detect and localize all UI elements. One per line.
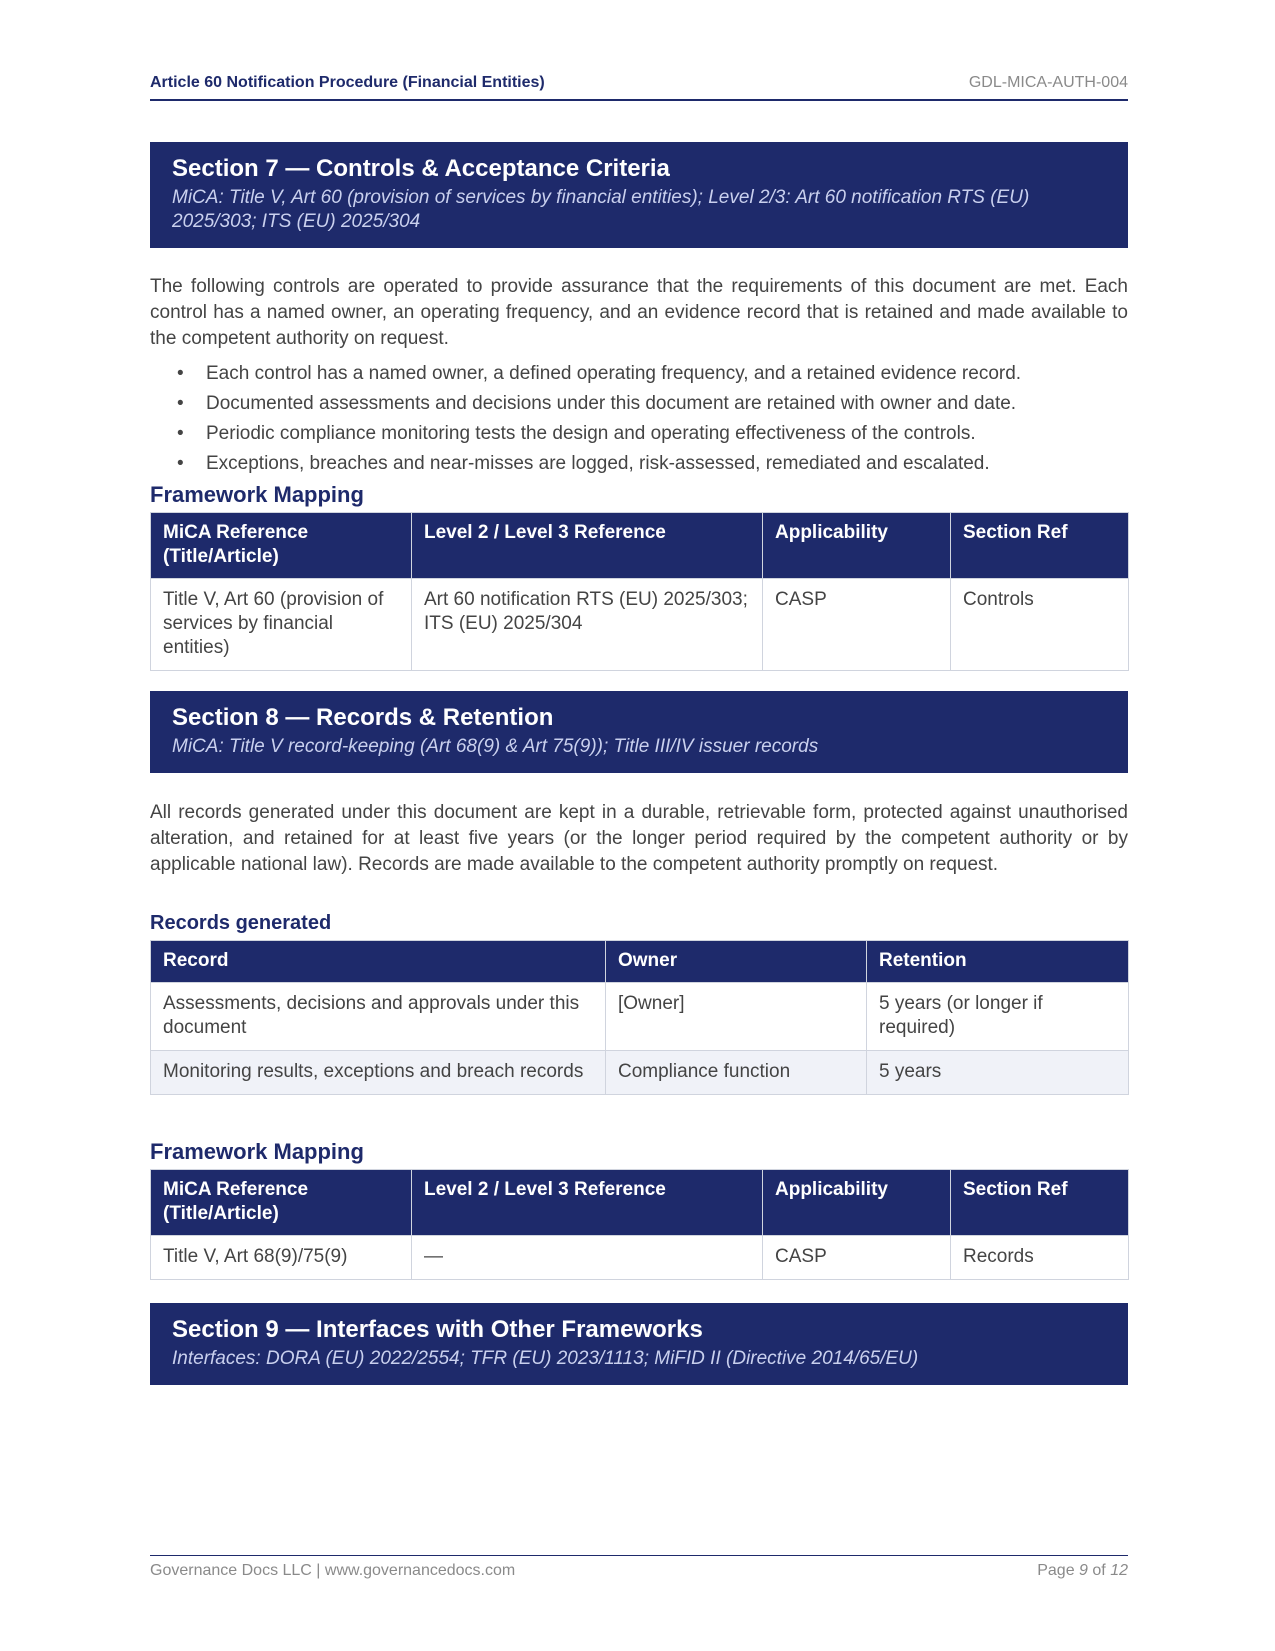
section-7-title: Section 7 — Controls & Acceptance Criteria [172,155,670,182]
section-8-title: Section 8 — Records & Retention [172,704,554,731]
section-7-mapping-heading: Framework Mapping [150,482,364,507]
column-header: MiCA Reference (Title/Article) [151,513,412,579]
table-cell: 5 years (or longer if required) [867,983,1129,1051]
section-8-mapping-heading: Framework Mapping [150,1139,364,1164]
table-cell: CASP [763,1236,951,1280]
column-header: Record [151,941,606,983]
section-8-subtitle: MiCA: Title V record-keeping (Art 68(9) & Art 75(9)); Title III/IV issuer records [172,736,819,757]
records-generated-heading: Records generated [150,912,332,934]
footer-company: Governance Docs LLC | www.governancedocs.com [150,1562,516,1579]
bullet-text: Documented assessments and decisions under this document are retained with owner and date. [206,393,1017,414]
page-current: 9 [1079,1562,1088,1579]
section-7-intro: The following controls are operated to provide assurance that the requirements of this document are met. Each control has a named owner, an operating frequency, and an evidence record that is retained and made available to the competent authority on request. [150,276,1128,349]
running-footer [150,1555,1128,1580]
list-item [150,389,1128,419]
section-8-intro: All records generated under this document are kept in a durable, retrievable form, protected against unauthorised alteration, and retained for at least five years (or the longer period required by the competent authority or by applicable national law). Records are made available to the competent authority promptly on request. [150,802,1128,875]
bullet-icon: • [177,363,184,384]
bullet-text: Exceptions, breaches and near-misses are logged, risk-assessed, remediated and escalated. [206,453,990,474]
column-header: Level 2 / Level 3 Reference [412,513,763,579]
bullet-text: Periodic compliance monitoring tests the design and operating effectiveness of the controls. [206,423,976,444]
column-header: Applicability [763,513,951,579]
section-9-title: Section 9 — Interfaces with Other Frameworks [172,1316,703,1343]
column-header: Section Ref [951,1170,1129,1236]
page-total: 12 [1110,1562,1128,1579]
document-id: GDL-MICA-AUTH-004 [968,74,1128,91]
table-cell: Assessments, decisions and approvals under this document [151,983,606,1051]
page-prefix: Page [1037,1562,1075,1579]
bullet-icon: • [177,453,184,474]
table-cell: Monitoring results, exceptions and breach records [151,1051,606,1095]
page-of: of [1092,1562,1106,1579]
list-item [150,419,1128,449]
section-9-subtitle: Interfaces: DORA (EU) 2022/2554; TFR (EU) 2023/1113; MiFID II (Directive 2014/65/EU) [172,1348,919,1369]
table-cell: Title V, Art 68(9)/75(9) [151,1236,412,1280]
bullet-icon: • [177,393,184,414]
table-cell: Title V, Art 60 (provision of services by financial entities) [151,579,412,671]
document-title: Article 60 Notification Procedure (Financial Entities) [150,74,545,91]
table-cell: Art 60 notification RTS (EU) 2025/303; ITS (EU) 2025/304 [412,579,763,671]
column-header: Retention [867,941,1129,983]
column-header: Level 2 / Level 3 Reference [412,1170,763,1236]
section-9-banner [150,1303,1128,1385]
bullet-text: Each control has a named owner, a defined operating frequency, and a retained evidence record. [206,363,1022,384]
table-cell: — [412,1236,763,1280]
table-header-row [151,1170,1129,1236]
column-header: MiCA Reference (Title/Article) [151,1170,412,1236]
list-item [150,449,1128,479]
table-header-row [151,513,1129,579]
section-7-subtitle: MiCA: Title V, Art 60 (provision of services by financial entities); Level 2/3: Art 60 notification RTS (EU) 2025/303; ITS (EU) 2025/304 [172,187,1030,232]
column-header: Applicability [763,1170,951,1236]
table-row [151,579,1129,671]
table-cell: 5 years [867,1051,1129,1095]
column-header: Section Ref [951,513,1129,579]
table-cell: CASP [763,579,951,671]
table-row [151,1236,1129,1280]
table-cell: Compliance function [606,1051,867,1095]
table-cell: Records [951,1236,1129,1280]
table-cell: Controls [951,579,1129,671]
table-row [151,1051,1129,1095]
section-7-bullet-list [150,359,1128,479]
running-header [150,74,1128,101]
records-table [150,940,1129,1095]
section-7-mapping-table [150,512,1129,671]
list-item [150,359,1128,389]
section-8-mapping-table [150,1169,1129,1280]
table-row [151,983,1129,1051]
page-number [1037,1562,1128,1580]
table-cell: [Owner] [606,983,867,1051]
column-header: Owner [606,941,867,983]
section-7-banner [150,142,1128,248]
section-8-banner [150,691,1128,773]
bullet-icon: • [177,423,184,444]
table-header-row [151,941,1129,983]
